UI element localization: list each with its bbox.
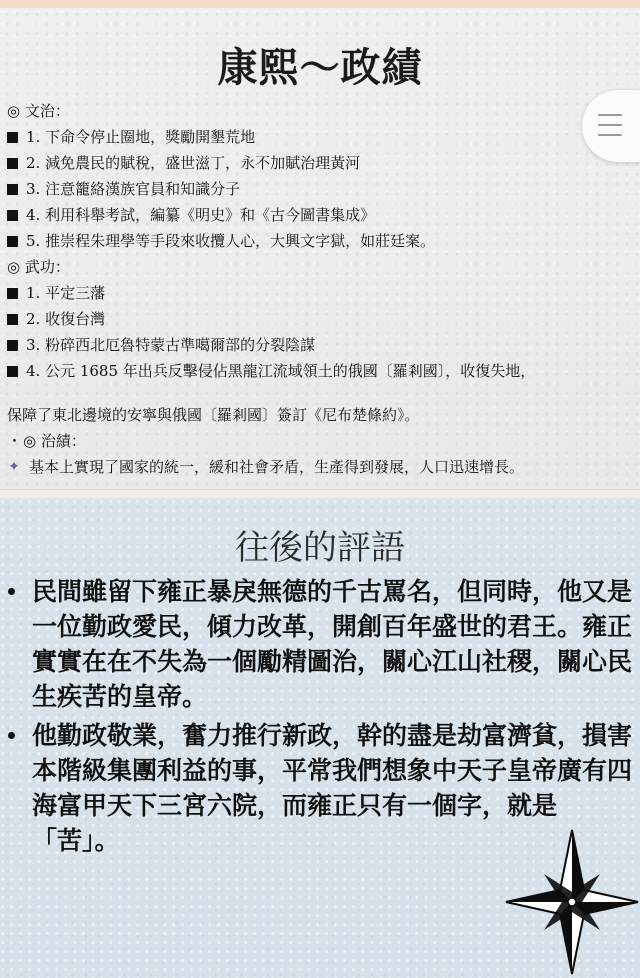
comment-bullet: 民間雖留下雍正暴戾無德的千古罵名，但同時，他又是一位勤政愛民，傾力改革，開創百年盛世的君王。雍正實實在在不失為一個勵精圖治，關心江山社稷，關心民生疾苦的皇帝。 — [6, 574, 632, 714]
slide-later-comments — [0, 498, 640, 978]
slide-body — [6, 574, 632, 862]
dot-bullet-icon: ・ — [7, 432, 23, 450]
list-item: 5. 推崇程朱理學等手段來收攬人心，大興文字獄，如莊廷案。 — [7, 228, 635, 254]
hamburger-icon — [598, 114, 622, 136]
list-item: 4. 公元 1685 年出兵反擊侵佔黑龍江流域領土的俄國〔羅剎國〕，收復失地， — [7, 358, 635, 384]
list-item: 1. 平定三藩 — [7, 280, 635, 306]
list-item: 1. 下命令停止圈地，獎勵開墾荒地 — [7, 124, 635, 150]
square-bullet-icon — [7, 340, 18, 351]
achievement-heading-row: ・ ◎ 治績： — [7, 428, 635, 454]
military-heading: ◎ 武功： — [7, 258, 70, 276]
compass-star-icon — [504, 828, 640, 976]
square-bullet-icon — [7, 132, 18, 143]
square-bullet-icon — [7, 184, 18, 195]
slide-title: 康熙～政績 — [217, 45, 423, 91]
square-bullet-icon — [7, 236, 18, 247]
square-bullet-icon — [7, 288, 18, 299]
comment-bullet: 他勤政敬業，奮力推行新政，幹的盡是劫富濟貧，損害本階級集團利益的事，平常我們想象中天子皇帝廣有四海富甲天下三宮六院，而雍正只有一個字，就是「苦」。 — [6, 718, 632, 858]
list-item: 3. 注意籠絡漢族官員和知識分子 — [7, 176, 635, 202]
square-bullet-icon — [7, 366, 18, 377]
slide-body — [7, 98, 635, 480]
list-item: ✦ 基本上實現了國家的統一，緩和社會矛盾，生產得到發展，人口迅速增長。 — [7, 454, 635, 480]
list-item: 2. 減免農民的賦稅，盛世滋丁，永不加賦治理黃河 — [7, 150, 635, 176]
sparkle-bullet-icon: ✦ — [8, 459, 20, 475]
list-item: 4. 利用科舉考試，編纂《明史》和《古今圖書集成》 — [7, 202, 635, 228]
list-item: 2. 收復台灣 — [7, 306, 635, 332]
square-bullet-icon — [7, 314, 18, 325]
slide-kangxi-achievements — [0, 8, 640, 490]
civil-heading: ◎ 文治： — [7, 102, 70, 120]
spacer — [7, 384, 635, 402]
square-bullet-icon — [7, 210, 18, 221]
list-item: 3. 粉碎西北厄魯特蒙古準噶爾部的分裂陰謀 — [7, 332, 635, 358]
slide-title: 往後的評語 — [235, 528, 405, 568]
continuation-text: 保障了東北邊境的安寧與俄國〔羅剎國〕簽訂《尼布楚條約》。 — [7, 406, 420, 424]
square-bullet-icon — [7, 158, 18, 169]
top-strip — [0, 0, 640, 8]
